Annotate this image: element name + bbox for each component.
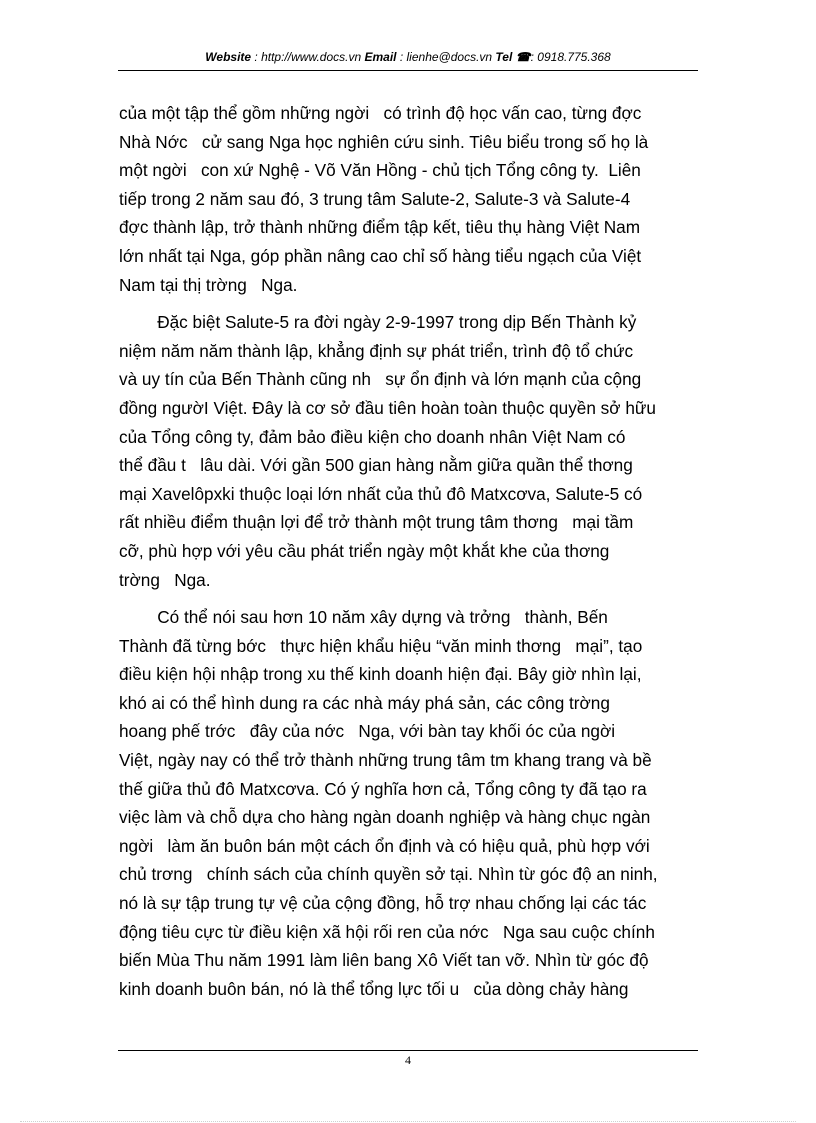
text-line: của một tập thể gồm những ngời có trình độ học vấn cao, từng đợc xyxy=(119,103,642,123)
text-line: và uy tín của Bến Thành cũng nh sự ổn định và lớn mạnh của cộng xyxy=(119,369,642,390)
text-line: kinh doanh buôn bán, nó là thể tổng lực tối u của dòng chảy hàng xyxy=(119,978,629,999)
text-line: nó là sự tập trung tự vệ của cộng đồng, hỗ trợ nhau chống lại các tác xyxy=(119,893,647,914)
text-line: đợc thành lập, trở thành những điểm tập kết, tiêu thụ hàng Việt Nam xyxy=(119,217,641,238)
text-line: Việt, ngày nay có thể trở thành những trung tâm tm khang trang và bề xyxy=(119,750,652,771)
text-line: mại Xavelôpxki thuộc loại lớn nhất của thủ đô Matxcơva, Salute-5 có xyxy=(119,483,643,504)
website-value: : http://www.docs.vn xyxy=(254,50,362,64)
text-line: Đặc biệt Salute-5 ra đời ngày 2-9-1997 trong dịp Bến Thành kỷ xyxy=(119,312,637,333)
page-header xyxy=(118,50,698,64)
text-line: ngời làm ăn buôn bán một cách ổn định và có hiệu quả, phù hợp với xyxy=(119,835,650,856)
paragraph xyxy=(119,99,699,299)
text-line: động tiêu cực từ điều kiện xã hội rối ren của nớc Nga sau cuộc chính xyxy=(119,921,655,942)
header-divider xyxy=(118,70,698,71)
text-line: Nam tại thị trờng Nga. xyxy=(119,274,298,295)
text-line: Nhà Nớc cử sang Nga học nghiên cứu sinh. Tiêu biểu trong số họ là xyxy=(119,131,649,152)
website-label: Website xyxy=(205,50,252,64)
text-line: điều kiện hội nhập trong xu thế kinh doanh hiện đại. Bây giờ nhìn lại, xyxy=(119,664,642,685)
text-line: Thành đã từng bớc thực hiện khẩu hiệu “văn minh thơng mại”, tạo xyxy=(119,635,643,656)
email-label: Email xyxy=(364,50,397,64)
text-line: Có thể nói sau hơn 10 năm xây dựng và trởng thành, Bến xyxy=(119,607,608,628)
text-line: thể đầu t lâu dài. Với gần 500 gian hàng nằm giữa quần thể thơng xyxy=(119,455,633,476)
page-number: 4 xyxy=(405,1053,411,1067)
text-line: cỡ, phù hợp với yêu cầu phát triển ngày một khắt khe của thơng xyxy=(119,540,610,561)
text-line: chủ trơng chính sách của chính quyền sở tại. Nhìn từ góc độ an ninh, xyxy=(119,864,658,885)
tel-value: : 0918.775.368 xyxy=(530,50,611,64)
text-line: của Tổng công ty, đảm bảo điều kiện cho doanh nhân Việt Nam có xyxy=(119,426,626,447)
paragraph-gap xyxy=(119,594,699,603)
text-line: đồng ngườI Việt. Đây là cơ sở đầu tiên hoàn toàn thuộc quyền sở hữu xyxy=(119,397,656,418)
text-line: khó ai có thể hình dung ra các nhà máy phá sản, các công trờng xyxy=(119,692,610,713)
paragraph-gap xyxy=(119,299,699,308)
paragraph xyxy=(119,603,699,1003)
text-line: niệm năm năm thành lập, khẳng định sự phát triển, trình độ tổ chức xyxy=(119,340,634,361)
document-body xyxy=(119,99,699,1003)
text-line: việc làm và chỗ dựa cho hàng ngàn doanh nghiệp và hàng chục ngàn xyxy=(119,807,651,828)
page-edge xyxy=(20,1121,796,1122)
text-line: tiếp trong 2 năm sau đó, 3 trung tâm Salute-2, Salute-3 và Salute-4 xyxy=(119,188,631,209)
footer-divider xyxy=(118,1050,698,1051)
paragraph xyxy=(119,308,699,594)
text-line: biến Mùa Thu năm 1991 làm liên bang Xô Viết tan vỡ. Nhìn từ góc độ xyxy=(119,950,649,971)
text-line: hoang phế trớc đây của nớc Nga, với bàn tay khối óc của ngời xyxy=(119,721,616,742)
text-line: trờng Nga. xyxy=(119,569,211,590)
text-line: thế giữa thủ đô Matxcơva. Có ý nghĩa hơn cả, Tổng công ty đã tạo ra xyxy=(119,778,647,799)
email-value: : lienhe@docs.vn xyxy=(399,50,493,64)
phone-icon: ☎ xyxy=(515,50,531,64)
text-line: rất nhiều điểm thuận lợi để trở thành một trung tâm thơng mại tầm xyxy=(119,512,634,533)
text-line: lớn nhất tại Nga, góp phần nâng cao chỉ số hàng tiểu ngạch của Việt xyxy=(119,245,642,266)
text-line: một ngời con xứ Nghệ - Võ Văn Hồng - chủ tịch Tổng công ty. Liên xyxy=(119,160,641,181)
tel-label: Tel xyxy=(495,50,513,64)
